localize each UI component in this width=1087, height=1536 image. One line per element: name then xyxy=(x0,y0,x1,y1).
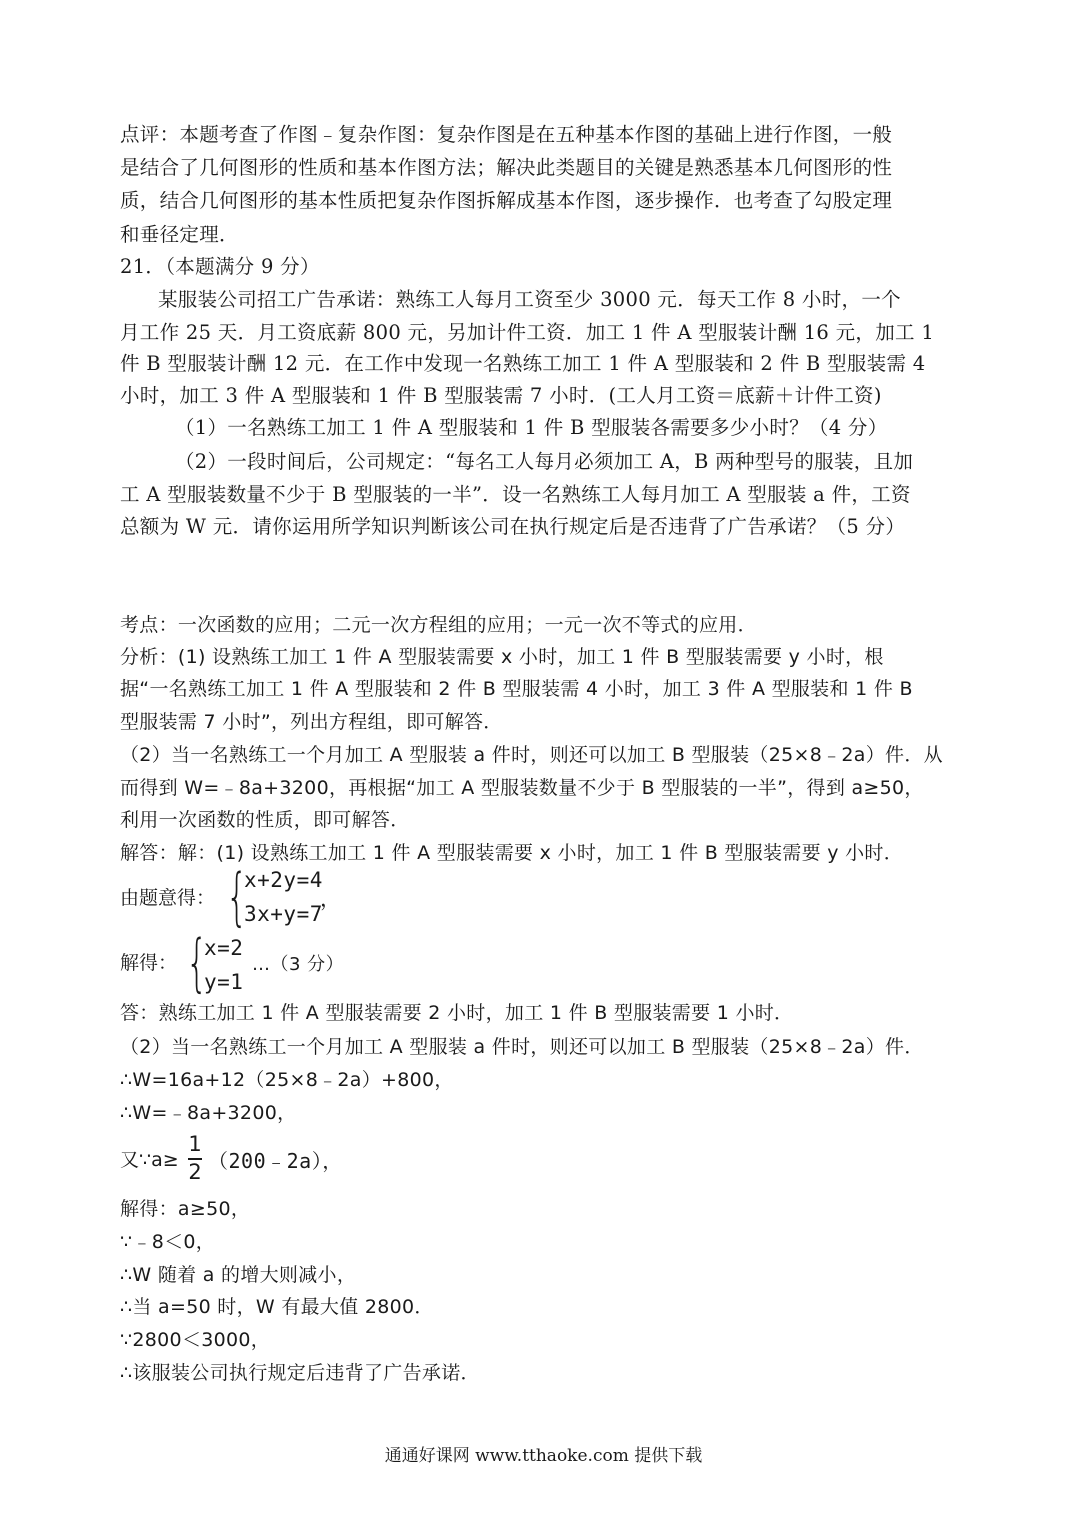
equation-system-given xyxy=(120,860,420,936)
review-line-1: 点评：本题考查了作图﹣复杂作图：复杂作图是在五种基本作图的基础上进行作图，一般 xyxy=(120,123,893,146)
question-paragraph-line: 小时，加工 3 件 A 型服装和 1 件 B 型服装需 7 小时．(工人月工资＝底薪＋计件工资) xyxy=(120,384,882,407)
review-line-4: 和垂径定理． xyxy=(120,223,239,246)
left-brace-icon: { xyxy=(186,926,208,999)
analysis-line: 据“一名熟练工加工 1 件 A 型服装和 2 件 B 型服装需 4 小时，加工 3 件 A 型服装和 1 件 B xyxy=(120,678,913,700)
solution-step: （2）当一名熟练工一个月加工 A 型服装 a 件时，则还可以加工 B 型服装（25×8﹣2a）件． xyxy=(120,1036,924,1058)
fraction-numerator: 1 xyxy=(188,1132,202,1156)
solution-step: 解得：a≥50， xyxy=(120,1198,251,1220)
solution-step: ∴W=﹣8a+3200， xyxy=(120,1102,297,1124)
solution-step: ∵﹣8＜0， xyxy=(120,1231,216,1253)
answer-line: 解答：解：(1) 设熟练工加工 1 件 A 型服装需要 x 小时，加工 1 件 B 型服装需要 y 小时． xyxy=(120,842,904,864)
equation-system-solution xyxy=(120,926,420,1004)
analysis-line: 分析：(1) 设熟练工加工 1 件 A 型服装需要 x 小时，加工 1 件 B 型服装需要 y 小时，根 xyxy=(120,646,884,668)
question-paragraph-line: 月工作 25 天．月工资底薪 800 元，另加计件工资．加工 1 件 A 型服装计酬 16 元，加工 1 xyxy=(120,321,935,344)
footer-watermark: 通通好课网 www.tthaoke.com 提供下载 xyxy=(384,1446,703,1466)
analysis-line: 而得到 W=﹣8a+3200，再根据“加工 A 型服装数量不少于 B 型服装的一半”，得到 a≥50， xyxy=(120,777,924,799)
sub-question-2-line: （2）一段时间后，公司规定：“每名工人每月必须加工 A，B 两种型号的服装，且加 xyxy=(175,450,914,473)
solution-step: ∴W=16a+12（25×8﹣2a）+800， xyxy=(120,1069,454,1091)
system-label: 解得： xyxy=(120,952,178,974)
kaodian-line: 考点：一次函数的应用；二元一次方程组的应用；一元一次不等式的应用． xyxy=(120,614,757,636)
sub-question-1: （1）一名熟练工加工 1 件 A 型服装和 1 件 B 型服装各需要多少小时？（4 分） xyxy=(175,416,888,439)
sub-question-2-line: 总额为 W 元．请你运用所学知识判断该公司在执行规定后是否违背了广告承诺？（5 分） xyxy=(120,515,906,538)
question-header: 21．（本题满分 9 分） xyxy=(120,255,320,278)
inequality-rest: （200﹣2a）， xyxy=(208,1149,343,1173)
fraction-denominator: 2 xyxy=(188,1160,202,1184)
equation: y=1 xyxy=(204,970,244,994)
question-paragraph-line: 某服装公司招工广告承诺：熟练工人每月工资至少 3000 元．每天工作 8 小时，一个 xyxy=(158,288,901,311)
solution-conclusion: ∴该服装公司执行规定后违背了广告承诺． xyxy=(120,1362,480,1384)
solution-step: ∴W 随着 a 的增大则减小， xyxy=(120,1264,357,1286)
equation: x+2y=4 xyxy=(244,868,323,892)
inequality-line xyxy=(120,1132,520,1188)
equation-tail: …（3 分） xyxy=(252,954,345,975)
fraction xyxy=(188,1132,202,1188)
solution-step: ∴当 a=50 时，W 有最大值 2800． xyxy=(120,1296,434,1318)
equation: x=2 xyxy=(204,936,244,960)
equation-tail: ， xyxy=(320,887,342,911)
solution-step: ∵2800＜3000， xyxy=(120,1329,271,1351)
left-brace-icon: { xyxy=(226,860,248,933)
review-line-3: 质，结合几何图形的基本性质把复杂作图拆解成基本作图，逐步操作．也考查了勾股定理 xyxy=(120,189,893,212)
analysis-line: 型服装需 7 小时”，列出方程组，即可解答． xyxy=(120,711,503,733)
inequality-prefix: 又∵a≥ xyxy=(120,1149,179,1171)
analysis-line: （2）当一名熟练工一个月加工 A 型服装 a 件时，则还可以加工 B 型服装（25×8﹣2a）件．从 xyxy=(120,744,943,766)
answer-part1: 答：熟练工加工 1 件 A 型服装需要 2 小时，加工 1 件 B 型服装需要 1 小时． xyxy=(120,1002,794,1024)
system-label: 由题意得： xyxy=(120,887,216,909)
analysis-line: 利用一次函数的性质，即可解答． xyxy=(120,809,410,831)
review-line-2: 是结合了几何图形的性质和基本作图方法；解决此类题目的关键是熟悉基本几何图形的性 xyxy=(120,156,893,179)
question-paragraph-line: 件 B 型服装计酬 12 元．在工作中发现一名熟练工加工 1 件 A 型服装和 2 件 B 型服装需 4 xyxy=(120,352,926,375)
equation: 3x+y=7 xyxy=(244,902,323,926)
sub-question-2-line: 工 A 型服装数量不少于 B 型服装的一半”．设一名熟练工人每月加工 A 型服装 a 件，工资 xyxy=(120,483,911,506)
